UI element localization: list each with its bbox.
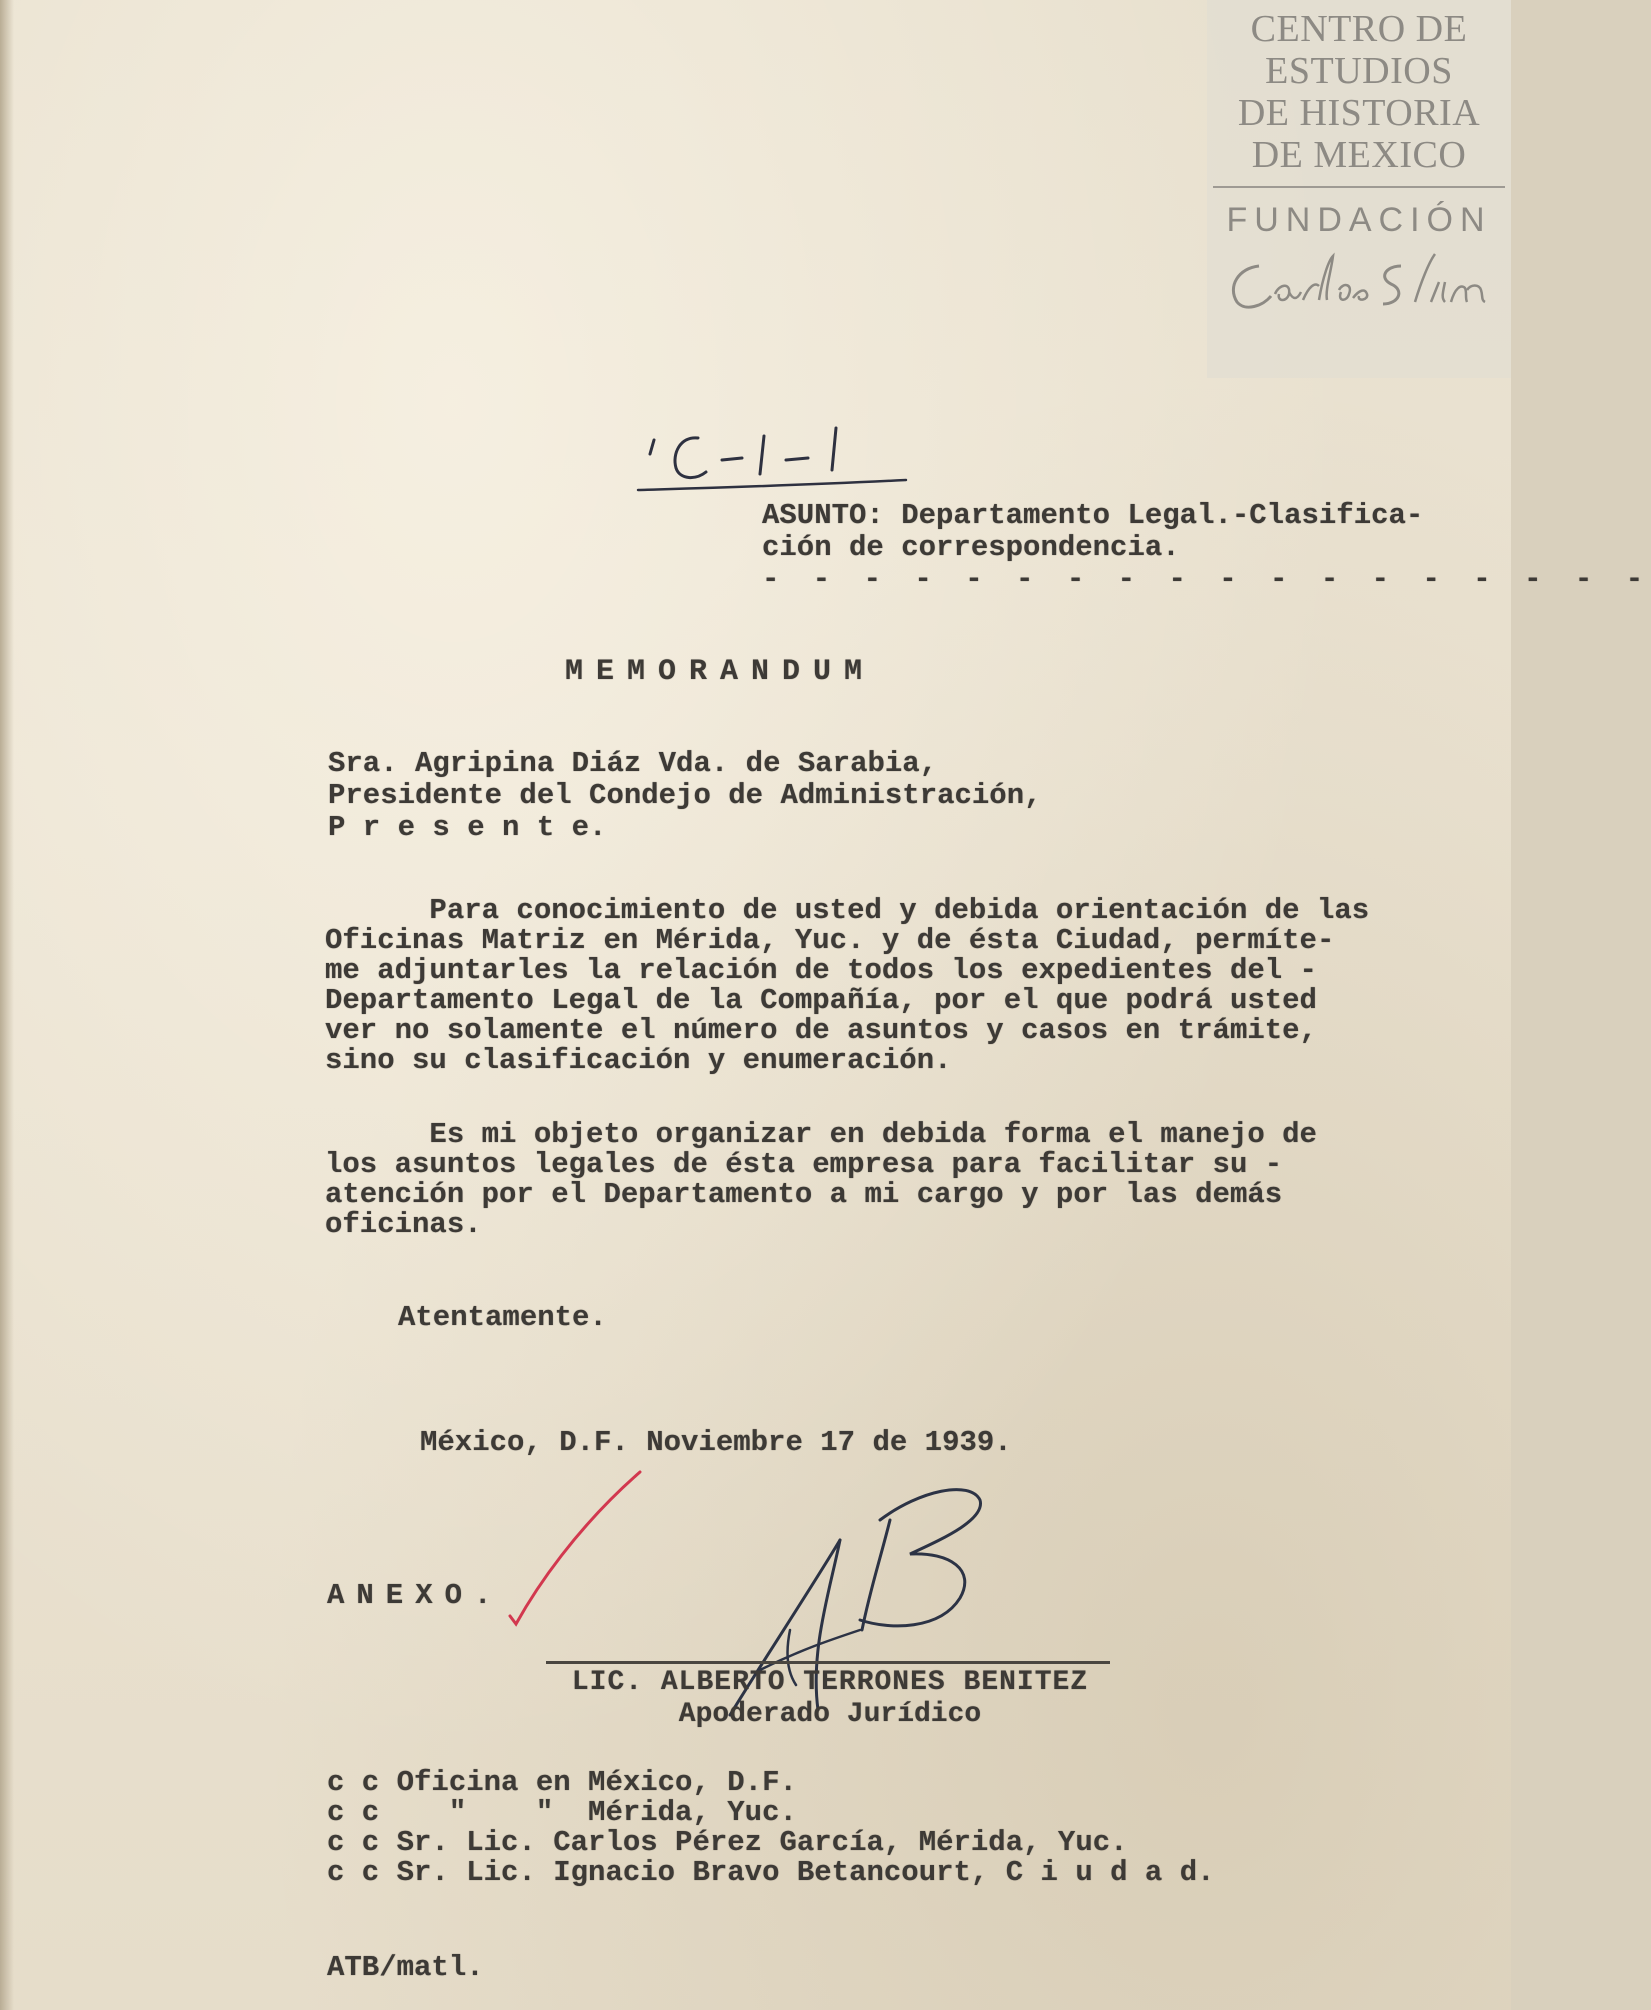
subject-line-2: ción de correspondencia. [762,531,1180,564]
carbon-copy-list [327,1768,1215,1888]
paragraph-2-line: Es mi objeto organizar en debida forma el manejo de [325,1118,1317,1151]
addressee-presente: P r e s e n t e. [328,811,607,844]
paragraph-2-line: atención por el Departamento a mi cargo y por las demás [325,1178,1283,1211]
subject-block [762,500,1423,564]
cc-item: c c " " Mérida, Yuc. [327,1796,797,1829]
paper-edge-shadow [0,0,14,2010]
watermark-line-3: DE HISTORIA [1237,92,1481,134]
red-check-mark [506,1468,646,1633]
paragraph-2-line: oficinas. [325,1208,482,1241]
date-line: México, D.F. Noviembre 17 de 1939. [420,1426,1012,1459]
cc-item: c c Sr. Lic. Carlos Pérez García, Mérida, Yuc. [327,1826,1128,1859]
watermark-line-1: CENTRO DE [1250,8,1468,50]
subject-underline-dashes: - - - - - - - - - - - - - - - - - - [762,563,1651,596]
addressee-block [328,748,1042,844]
paragraph-2-line: los asuntos legales de ésta empresa para facilitar su - [325,1148,1283,1181]
memo-title: MEMORANDUM [565,655,876,689]
subject-line-1: ASUNTO: Departamento Legal.-Clasifica- [762,499,1424,532]
watermark-divider [1213,186,1505,188]
paragraph-2 [325,1120,1317,1240]
signature-line [546,1661,1110,1664]
watermark-foundation: FUNDACIÓN [1226,201,1492,239]
watermark-signature-logo [1207,246,1511,321]
signer-name: LIC. ALBERTO TERRONES BENITEZ [571,1667,1089,1698]
archive-watermark [1207,0,1511,378]
paragraph-1-line: sino su clasificación y enumeración. [325,1044,952,1077]
cc-item: c c Oficina en México, D.F. [327,1766,797,1799]
signer-block [540,1667,1120,1731]
addressee-position: Presidente del Condejo de Administración, [328,779,1042,812]
paragraph-1-line: ver no solamente el número de asuntos y casos en trámite, [325,1014,1317,1047]
paragraph-1-line: Oficinas Matriz en Mérida, Yuc. y de ésta Ciudad, permíte- [325,924,1335,957]
watermark-line-2: ESTUDIOS [1265,50,1453,92]
paragraph-1-line: Departamento Legal de la Compañía, por el que podrá usted [325,984,1317,1017]
paragraph-1-line: me adjuntarles la relación de todos los expedientes del - [325,954,1317,987]
attachment-note: ANEXO. [327,1579,504,1612]
handwritten-reference-mark [636,410,936,505]
paragraph-1 [325,896,1369,1076]
signer-title: Apoderado Jurídico [678,1699,982,1730]
addressee-name: Sra. Agripina Diáz Vda. de Sarabia, [328,747,938,780]
closing-salutation: Atentamente. [398,1301,607,1334]
watermark-line-4: DE MEXICO [1251,134,1467,176]
typist-initials: ATB/matl. [327,1951,484,1984]
cc-item: c c Sr. Lic. Ignacio Bravo Betancourt, C i u d a d. [327,1856,1215,1889]
paragraph-1-line: Para conocimiento de usted y debida orientación de las [325,894,1370,927]
